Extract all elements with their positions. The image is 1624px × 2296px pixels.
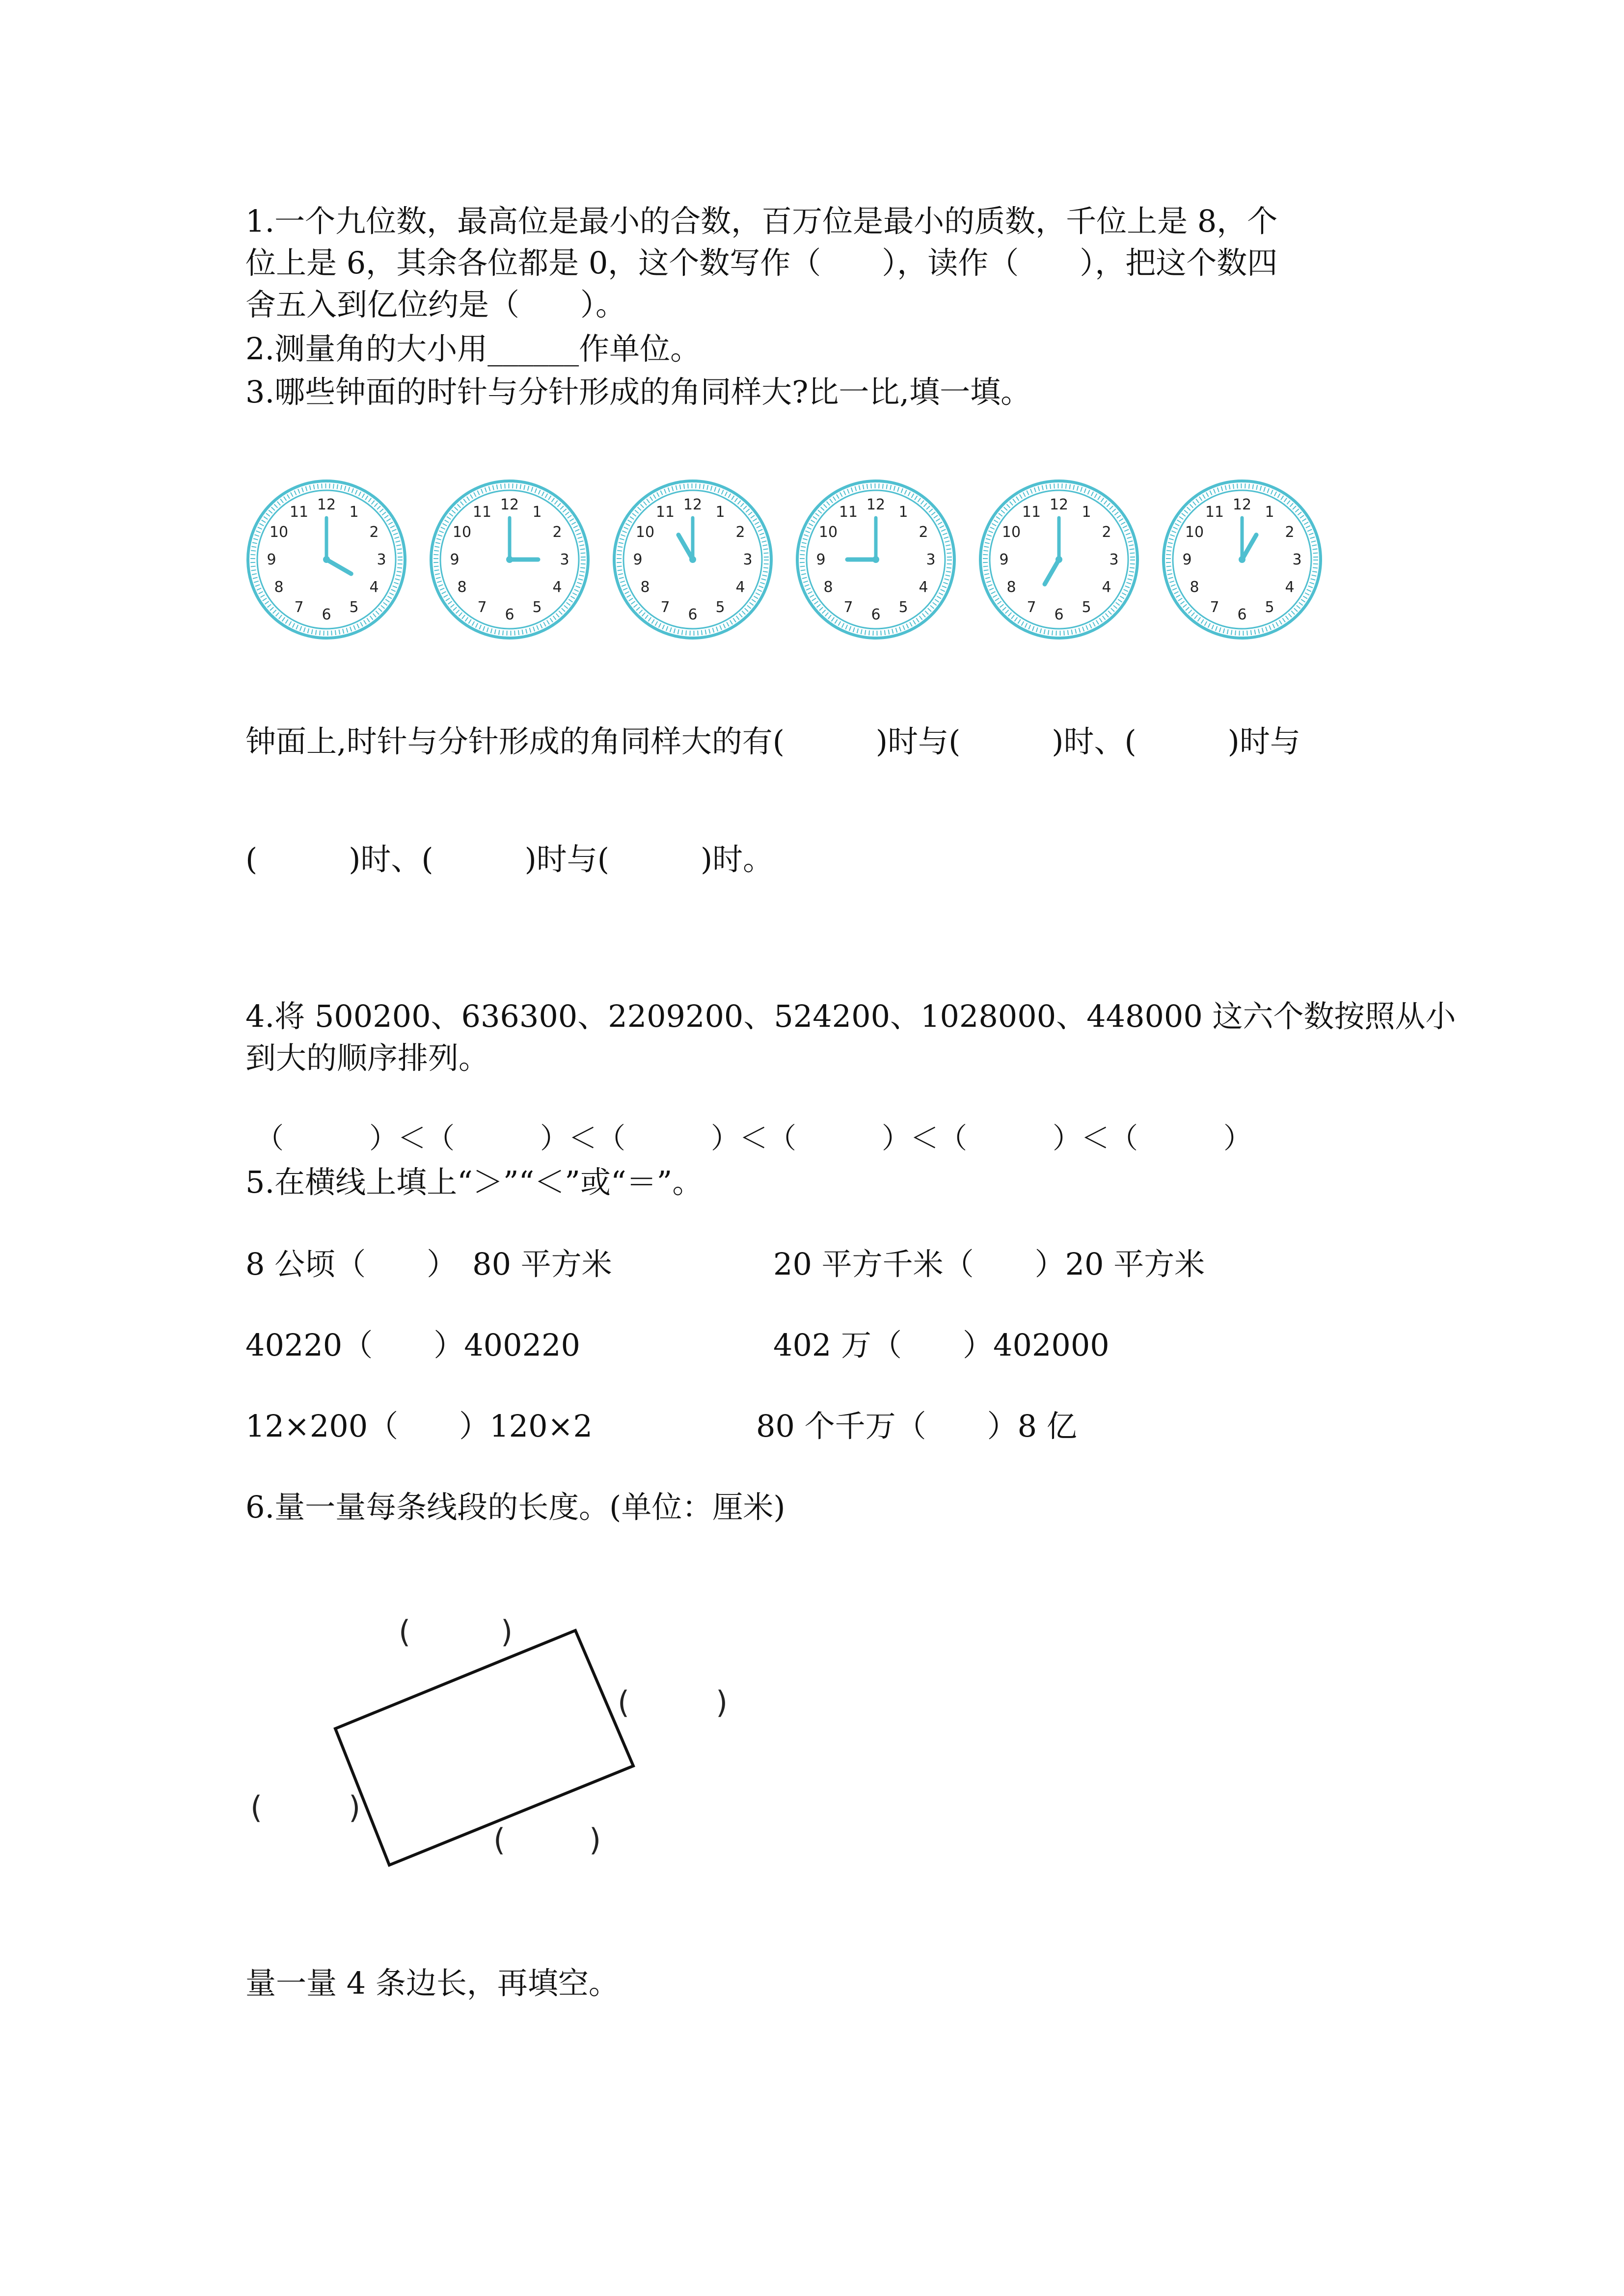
q5-row3-left: 12×200（ ）120×2 (245, 1408, 593, 1444)
clock-center-dot (506, 556, 513, 563)
clock-number-11: 11 (1022, 504, 1041, 521)
clock-number-10: 10 (452, 524, 472, 541)
q4-answer-line: （ ）＜（ ）＜（ ）＜（ ）＜（ ）＜（ ） (255, 1121, 1252, 1155)
hour-hand (1045, 560, 1059, 584)
clock-number-4: 4 (919, 579, 928, 596)
q4-line2: 到大的顺序排列。 (245, 1040, 489, 1076)
clock-face-2 (429, 479, 591, 641)
clock-center-dot (1056, 556, 1062, 563)
clock-center-dot (1239, 556, 1245, 563)
clock-center-dot (689, 556, 696, 563)
q6-footer: 量一量 4 条边长，再填空。 (245, 1965, 619, 2001)
rectangle-figure (245, 1600, 761, 1904)
clock-center-dot (872, 556, 879, 563)
q2-text: 2.测量角的大小用______作单位。 (245, 331, 701, 367)
clock-number-2: 2 (1285, 524, 1295, 541)
left-side-paren-open: ( (250, 1789, 263, 1825)
q3-title: 3.哪些钟面的时针与分针形成的角同样大?比一比,填一填。 (245, 374, 1031, 410)
clock-row (245, 479, 1326, 641)
hour-hand (1242, 535, 1256, 560)
clock-number-3: 3 (1292, 551, 1302, 568)
clock-number-10: 10 (269, 524, 289, 541)
clock-number-4: 4 (1102, 579, 1111, 596)
top-side-paren-close: ) (501, 1614, 513, 1650)
clock-number-8: 8 (274, 579, 284, 596)
clock-face-3 (612, 479, 774, 641)
clock-number-5: 5 (1082, 598, 1091, 616)
bottom-side-paren-close: ) (589, 1822, 601, 1858)
clock-number-6: 6 (871, 606, 881, 623)
clock-number-4: 4 (735, 579, 745, 596)
clock-number-11: 11 (289, 504, 309, 521)
left-side-paren-close: ) (349, 1789, 361, 1825)
clock-number-10: 10 (1185, 524, 1204, 541)
clock-number-2: 2 (735, 524, 745, 541)
clock-face-1 (245, 479, 407, 641)
q6-title: 6.量一量每条线段的长度。(单位：厘米) (245, 1489, 785, 1525)
clock-number-12: 12 (500, 496, 519, 513)
clock-number-12: 12 (866, 496, 886, 513)
right-side-paren-open: ( (618, 1684, 630, 1720)
q1-line2: 位上是 6，其余各位都是 0，这个数写作（ ），读作（ ），把这个数四 (245, 245, 1278, 281)
clock-number-8: 8 (640, 579, 650, 596)
q5-title: 5.在横线上填上“＞”“＜”或“＝”。 (245, 1164, 703, 1200)
clock-number-8: 8 (457, 579, 467, 596)
q1-line3: 舍五入到亿位约是（ ）。 (245, 287, 626, 322)
clock-number-5: 5 (1265, 598, 1274, 616)
clock-number-6: 6 (322, 606, 331, 623)
clock-number-9: 9 (1182, 551, 1192, 568)
clock-number-2: 2 (1102, 524, 1111, 541)
clock-number-1: 1 (532, 504, 542, 521)
clock-number-9: 9 (267, 551, 276, 568)
clock-number-3: 3 (743, 551, 753, 568)
clock-number-11: 11 (655, 504, 675, 521)
q5-row1-left: 8 公顷（ ） 80 平方米 (245, 1246, 612, 1282)
q4-line1: 4.将 500200、636300、2209200、524200、1028000、448000 这六个数按照从小 (245, 998, 1456, 1034)
clock-number-4: 4 (1285, 579, 1295, 596)
q5-row3-right: 80 个千万（ ）8 亿 (756, 1408, 1077, 1444)
clock-number-1: 1 (1265, 504, 1274, 521)
q5-row2-right: 402 万（ ）402000 (773, 1327, 1110, 1363)
clock-number-7: 7 (294, 598, 304, 616)
clock-number-4: 4 (369, 579, 379, 596)
clock-number-6: 6 (1237, 606, 1247, 623)
q3-fill-line1: 钟面上,时针与分针形成的角同样大的有( )时与( )时、( )时与 (245, 723, 1300, 759)
clock-number-6: 6 (1054, 606, 1064, 623)
q3-fill-line2: ( )时、( )时与( )时。 (245, 841, 774, 877)
clock-number-3: 3 (560, 551, 569, 568)
top-side-paren-open: ( (399, 1614, 411, 1650)
clock-face-5 (978, 479, 1140, 641)
clock-number-5: 5 (715, 598, 725, 616)
clock-number-9: 9 (633, 551, 643, 568)
clock-number-5: 5 (898, 598, 908, 616)
clock-number-7: 7 (1027, 598, 1036, 616)
clock-number-3: 3 (926, 551, 936, 568)
clock-number-6: 6 (505, 606, 514, 623)
clock-number-11: 11 (1205, 504, 1224, 521)
clock-number-3: 3 (1109, 551, 1119, 568)
clock-face-6 (1161, 479, 1323, 641)
clock-number-7: 7 (843, 598, 853, 616)
clock-number-12: 12 (1049, 496, 1069, 513)
clock-number-10: 10 (635, 524, 655, 541)
hour-hand (326, 560, 351, 574)
clock-number-1: 1 (715, 504, 725, 521)
clock-number-9: 9 (816, 551, 826, 568)
clock-number-12: 12 (317, 496, 336, 513)
clock-number-1: 1 (349, 504, 359, 521)
clock-number-2: 2 (919, 524, 928, 541)
clock-number-10: 10 (818, 524, 838, 541)
clock-number-5: 5 (532, 598, 542, 616)
clock-number-11: 11 (472, 504, 492, 521)
clock-number-2: 2 (552, 524, 562, 541)
clock-number-12: 12 (683, 496, 703, 513)
clock-number-7: 7 (660, 598, 670, 616)
clock-number-7: 7 (477, 598, 487, 616)
hour-hand (678, 535, 693, 560)
q1-line1: 1.一个九位数，最高位是最小的合数，百万位是最小的质数，千位上是 8，个 (245, 203, 1278, 239)
clock-number-8: 8 (823, 579, 833, 596)
clock-center-dot (323, 556, 330, 563)
q5-row2-left: 40220（ ）400220 (245, 1327, 580, 1363)
clock-number-2: 2 (369, 524, 379, 541)
clock-number-12: 12 (1232, 496, 1252, 513)
q5-row1-right: 20 平方千米（ ）20 平方米 (773, 1246, 1205, 1282)
clock-number-1: 1 (1082, 504, 1091, 521)
clock-number-1: 1 (898, 504, 908, 521)
clock-number-4: 4 (552, 579, 562, 596)
clock-number-8: 8 (1006, 579, 1016, 596)
clock-number-9: 9 (999, 551, 1009, 568)
clock-number-9: 9 (450, 551, 460, 568)
rectangle-shape (335, 1630, 633, 1865)
right-side-paren-close: ) (716, 1684, 728, 1720)
clock-face-4 (795, 479, 957, 641)
clock-number-6: 6 (688, 606, 698, 623)
clock-number-7: 7 (1210, 598, 1219, 616)
bottom-side-paren-open: ( (493, 1822, 506, 1858)
clock-number-3: 3 (377, 551, 386, 568)
clock-number-5: 5 (349, 598, 359, 616)
clock-number-10: 10 (1001, 524, 1021, 541)
clock-number-8: 8 (1190, 579, 1199, 596)
clock-number-11: 11 (839, 504, 858, 521)
